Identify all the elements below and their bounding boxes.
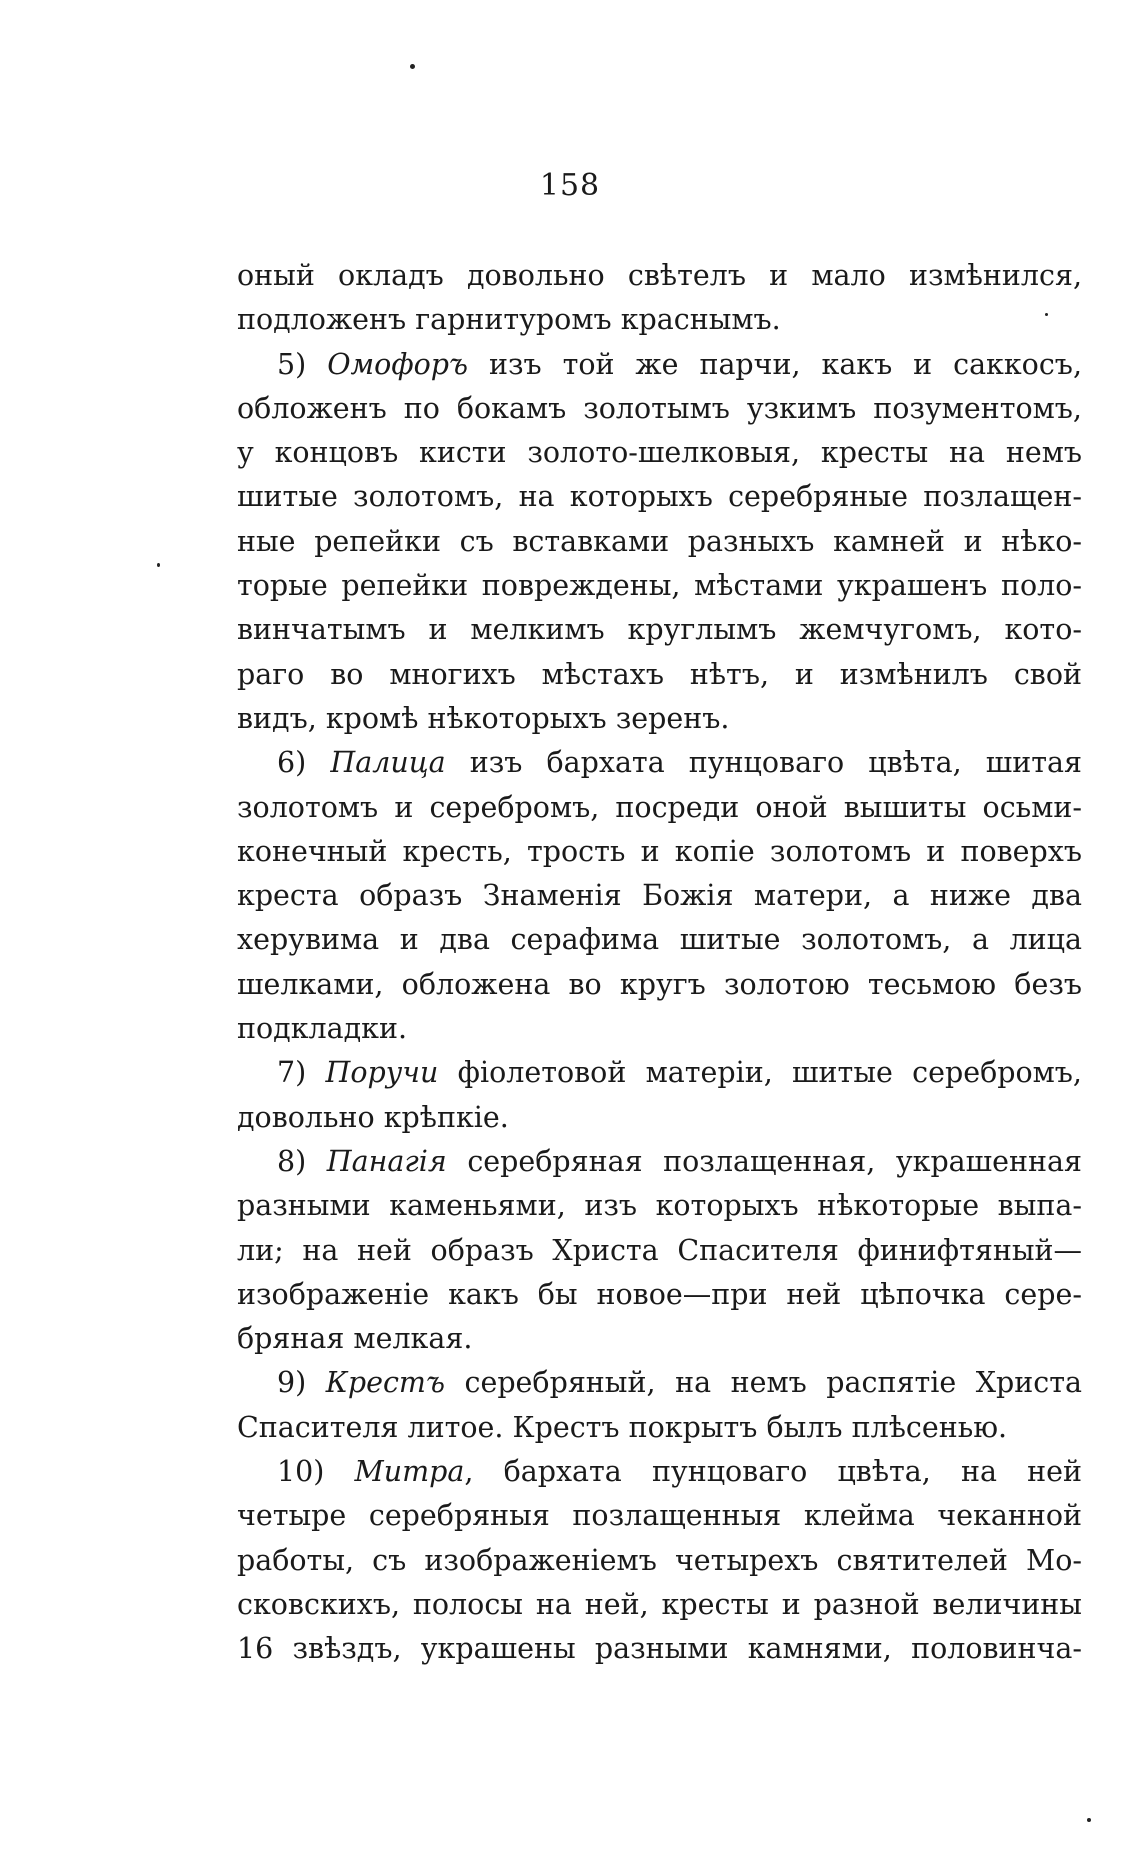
- text-run: бряная мелкая.: [237, 1322, 473, 1356]
- item-number: 10): [277, 1455, 355, 1489]
- item-heading: Панагія: [326, 1144, 447, 1178]
- text-line: [237, 1273, 1082, 1317]
- text-run: у концовъ кисти золото-шелковыя, кресты на немъ: [237, 436, 1082, 470]
- text-run: оный окладъ довольно свѣтелъ и мало измѣнился,: [237, 259, 1082, 292]
- paragraph: [237, 254, 1082, 343]
- text-run: 16 звѣздъ, украшены разными камнями, половинча-: [237, 1632, 1082, 1666]
- paragraph: [237, 1051, 1082, 1140]
- text-line: [237, 786, 1082, 830]
- text-line: [237, 564, 1082, 608]
- text-line: [237, 343, 1082, 387]
- page-number: 158: [539, 168, 601, 203]
- text-run: винчатымъ и мелкимъ круглымъ жемчугомъ, кото-: [237, 613, 1082, 647]
- paragraph: [237, 1450, 1082, 1671]
- text-line: [237, 1539, 1082, 1583]
- text-run: конечный кресть, трость и копіе золотомъ и поверхъ: [237, 834, 1082, 868]
- text-run: видъ, кромѣ нѣкоторыхъ зеренъ.: [237, 701, 730, 735]
- text-line: [237, 1450, 1082, 1494]
- text-run: изъ бархата пунцоваго цвѣта, шитая: [445, 746, 1082, 780]
- item-number: 5): [277, 347, 328, 381]
- text-run: ные репейки съ вставками разныхъ камней и нѣко-: [237, 524, 1082, 558]
- item-number: 7): [277, 1056, 326, 1090]
- item-heading: Омофоръ: [327, 347, 469, 381]
- ink-speck: [410, 64, 415, 69]
- text-line: [237, 1406, 1082, 1450]
- text-line: [237, 963, 1082, 1007]
- text-run: довольно крѣпкіе.: [237, 1100, 509, 1134]
- text-line: [237, 520, 1082, 564]
- text-run: Спасителя литое. Крестъ покрытъ былъ плѣсенью.: [237, 1410, 1008, 1444]
- text-run: торые репейки повреждены, мѣстами украшенъ поло-: [237, 569, 1082, 603]
- paragraph: [237, 1361, 1082, 1450]
- item-heading: Палица: [330, 746, 446, 780]
- item-number: 6): [277, 746, 331, 780]
- text-line: [237, 697, 1082, 741]
- text-line: [237, 1494, 1082, 1538]
- paragraph: [237, 1140, 1082, 1361]
- item-number: 8): [277, 1144, 327, 1178]
- text-line: [237, 1096, 1082, 1140]
- text-run: разными каменьями, изъ которыхъ нѣкоторые выпа-: [237, 1189, 1082, 1223]
- text-run: ли; на ней образъ Христа Спасителя финифтяный—: [237, 1233, 1082, 1267]
- text-run: серебряный, на немъ распятіе Христа: [444, 1366, 1083, 1400]
- text-run: обложенъ по бокамъ золотымъ узкимъ позументомъ,: [237, 391, 1082, 425]
- text-line: [237, 298, 1082, 342]
- item-heading: Поручи: [325, 1056, 439, 1090]
- paragraph: [237, 741, 1082, 1051]
- text-line: [237, 1627, 1082, 1671]
- text-line: [237, 1184, 1082, 1228]
- text-line: [237, 1007, 1082, 1051]
- item-heading: Крестъ: [325, 1366, 445, 1400]
- text-line: [237, 475, 1082, 519]
- text-run: шелками, обложена во кругъ золотою тесьмою безъ: [237, 967, 1082, 1001]
- paragraph: [237, 343, 1082, 742]
- text-run: сковскихъ, полосы на ней, кресты и разной величины: [237, 1587, 1082, 1621]
- item-number: 9): [277, 1366, 326, 1400]
- text-line: [237, 1229, 1082, 1273]
- text-line: [237, 918, 1082, 962]
- text-line: [237, 608, 1082, 652]
- text-line: [237, 1361, 1082, 1405]
- text-run: фіолетовой матеріи, шитые серебромъ,: [438, 1056, 1082, 1090]
- text-run: шитые золотомъ, на которыхъ серебряные позлащен-: [237, 480, 1082, 514]
- text-run: изображеніе какъ бы новое—при ней цѣпочка сере-: [237, 1277, 1082, 1311]
- ink-speck: [157, 563, 160, 567]
- text-run: работы, съ изображеніемъ четырехъ святителей Мо-: [237, 1543, 1082, 1577]
- item-heading: Митра: [354, 1455, 465, 1489]
- text-run: раго во многихъ мѣстахъ нѣтъ, и измѣнилъ свой: [237, 657, 1082, 691]
- text-line: [237, 431, 1082, 475]
- text-line: [237, 254, 1082, 298]
- text-line: [237, 1583, 1082, 1627]
- text-line: [237, 830, 1082, 874]
- body-text: [237, 254, 1082, 1672]
- text-run: золотомъ и серебромъ, посреди оной вышиты осьми-: [237, 790, 1082, 824]
- text-run: подкладки.: [237, 1012, 408, 1046]
- text-run: серебряная позлащенная, украшенная: [446, 1144, 1082, 1178]
- text-run: херувима и два серафима шитые золотомъ, а лица: [237, 923, 1082, 957]
- text-line: [237, 1140, 1082, 1184]
- text-line: [237, 741, 1082, 785]
- ink-speck: [1087, 1818, 1091, 1822]
- text-line: [237, 874, 1082, 918]
- text-run: изъ той же парчи, какъ и саккосъ,: [468, 347, 1082, 381]
- text-run: четыре серебряныя позлащенныя клейма чеканной: [237, 1499, 1082, 1533]
- text-run: , бархата пунцоваго цвѣта, на ней: [464, 1455, 1082, 1489]
- text-line: [237, 1317, 1082, 1361]
- text-line: [237, 653, 1082, 697]
- text-run: креста образъ Знаменія Божія матери, а ниже два: [237, 879, 1082, 913]
- text-line: [237, 1051, 1082, 1095]
- text-run: подложенъ гарнитуромъ краснымъ.: [237, 303, 781, 337]
- text-line: [237, 387, 1082, 431]
